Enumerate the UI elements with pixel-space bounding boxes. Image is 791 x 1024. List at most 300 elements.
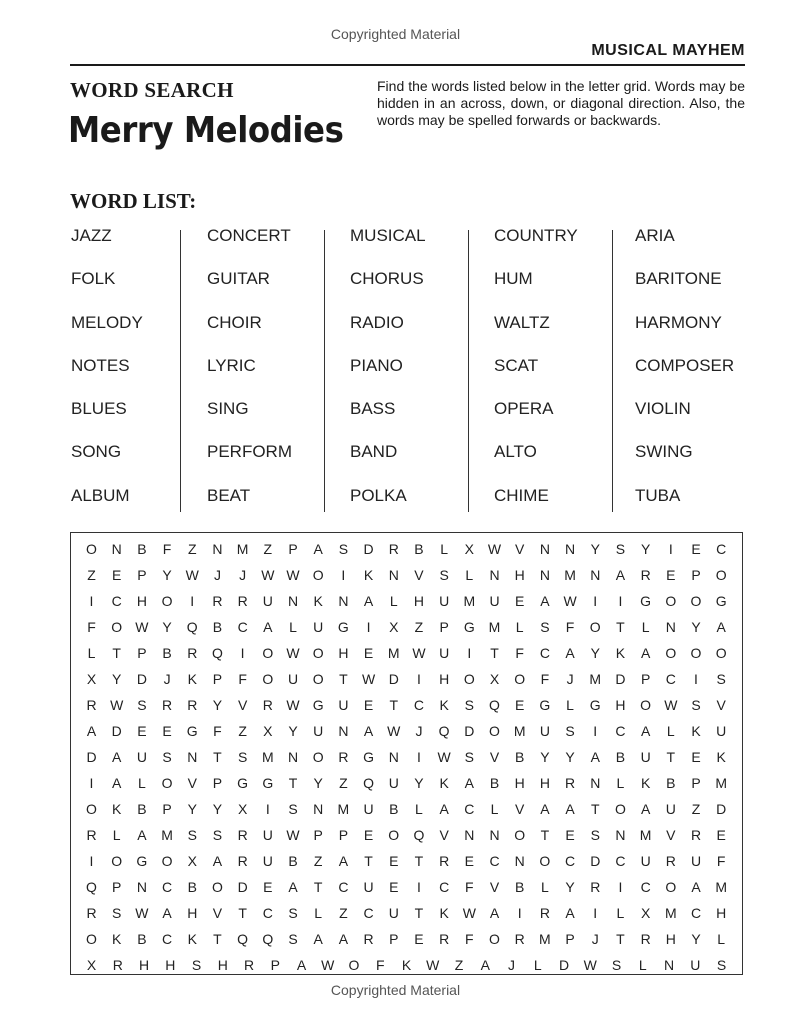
- grid-letter: H: [514, 775, 525, 791]
- grid-letter: I: [89, 593, 94, 609]
- grid-letter: G: [237, 775, 249, 791]
- grid-letter: U: [363, 879, 374, 895]
- grid-letter: V: [237, 697, 248, 713]
- grid-letter: X: [640, 905, 651, 921]
- grid-letter: N: [338, 593, 349, 609]
- grid-letter: A: [363, 723, 374, 739]
- grid-letter: U: [489, 593, 500, 609]
- grid-letter: R: [112, 957, 123, 973]
- grid-letter: D: [388, 671, 399, 687]
- grid-letter: W: [487, 541, 502, 557]
- grid-letter: O: [86, 931, 97, 947]
- grid-letter: V: [515, 541, 525, 557]
- grid-letter: W: [412, 645, 426, 661]
- grid-letter: N: [287, 593, 299, 609]
- grid-letter: H: [217, 957, 228, 973]
- word-list-item: TUBA: [635, 485, 681, 505]
- grid-letter: I: [668, 541, 673, 557]
- grid-letter: R: [388, 541, 399, 557]
- grid-letter: D: [237, 879, 248, 895]
- grid-letter: A: [162, 905, 172, 921]
- grid-letter: D: [464, 723, 475, 739]
- grid-letter: A: [480, 957, 490, 973]
- grid-letter: Y: [540, 749, 550, 765]
- grid-letter: P: [112, 879, 122, 895]
- grid-letter: O: [111, 619, 123, 635]
- grid-letter: U: [690, 957, 701, 973]
- grid-letter: P: [565, 931, 575, 947]
- word-list-item: SING: [207, 399, 249, 419]
- grid-letter: R: [539, 905, 550, 921]
- grid-letter: W: [286, 827, 300, 843]
- grid-letter: Q: [262, 931, 274, 947]
- grid-letter: X: [187, 853, 197, 869]
- grid-letter: M: [664, 905, 677, 921]
- grid-letter: W: [261, 567, 275, 583]
- grid-letter: X: [464, 541, 474, 557]
- grid-letter: P: [137, 645, 147, 661]
- grid-letter: I: [190, 593, 195, 609]
- grid-row: [79, 900, 734, 926]
- grid-letter: O: [211, 879, 223, 895]
- grid-letter: B: [137, 541, 147, 557]
- grid-letter: N: [464, 827, 475, 843]
- grid-letter: J: [566, 671, 574, 687]
- grid-letter: K: [439, 697, 449, 713]
- grid-letter: P: [162, 801, 172, 817]
- grid-row: [79, 536, 734, 562]
- grid-letter: O: [388, 827, 400, 843]
- word-search-label: WORD SEARCH: [70, 78, 234, 102]
- grid-letter: R: [162, 697, 173, 713]
- grid-letter: U: [262, 593, 273, 609]
- grid-letter: N: [287, 749, 299, 765]
- grid-letter: U: [338, 697, 349, 713]
- grid-letter: N: [212, 541, 223, 557]
- grid-letter: C: [489, 853, 500, 869]
- grid-letter: M: [639, 827, 652, 843]
- grid-letter: N: [665, 619, 676, 635]
- grid-letter: G: [539, 697, 551, 713]
- grid-letter: O: [348, 957, 360, 973]
- grid-letter: U: [136, 749, 147, 765]
- grid-letter: K: [187, 671, 197, 687]
- grid-letter: B: [489, 775, 500, 791]
- grid-letter: P: [270, 957, 280, 973]
- grid-letter: M: [715, 775, 728, 791]
- word-list-item: MELODY: [71, 312, 143, 332]
- grid-letter: P: [389, 931, 399, 947]
- grid-letter: N: [514, 853, 525, 869]
- grid-letter: R: [187, 697, 198, 713]
- grid-letter: C: [162, 931, 173, 947]
- grid-letter: Q: [186, 619, 198, 635]
- grid-letter: R: [237, 593, 248, 609]
- grid-letter: D: [558, 957, 570, 973]
- grid-letter: R: [640, 567, 651, 583]
- grid-letter: H: [413, 593, 424, 609]
- grid-letter: L: [87, 645, 96, 661]
- grid-row: [79, 562, 734, 588]
- grid-letter: O: [514, 671, 526, 687]
- grid-letter: B: [389, 801, 399, 817]
- grid-letter: E: [363, 827, 374, 843]
- grid-letter: O: [640, 697, 652, 713]
- grid-letter: L: [465, 567, 474, 583]
- grid-letter: F: [238, 671, 247, 687]
- grid-letter: B: [162, 645, 172, 661]
- word-list-item: ALTO: [494, 442, 537, 462]
- grid-letter: M: [488, 619, 501, 635]
- grid-letter: L: [616, 905, 625, 921]
- grid-letter: W: [321, 957, 335, 973]
- grid-letter: D: [363, 541, 374, 557]
- grid-letter: P: [288, 541, 298, 557]
- grid-letter: S: [338, 541, 349, 557]
- grid-letter: J: [163, 671, 171, 687]
- grid-letter: A: [137, 827, 147, 843]
- grid-letter: V: [515, 801, 525, 817]
- grid-letter: S: [237, 749, 248, 765]
- grid-row: [79, 692, 734, 718]
- grid-letter: C: [363, 905, 374, 921]
- grid-letter: J: [213, 567, 221, 583]
- grid-letter: H: [338, 645, 349, 661]
- grid-letter: L: [638, 957, 647, 973]
- grid-letter: U: [439, 645, 450, 661]
- grid-letter: N: [565, 541, 576, 557]
- word-list-item: SONG: [71, 442, 122, 462]
- grid-letter: B: [666, 775, 676, 791]
- grid-letter: Z: [238, 723, 247, 739]
- grid-letter: K: [615, 645, 626, 661]
- grid-letter: U: [287, 671, 299, 687]
- grid-letter: Z: [339, 775, 348, 791]
- word-list-item: BASS: [350, 399, 396, 419]
- grid-letter: T: [313, 879, 323, 895]
- grid-letter: A: [565, 645, 575, 661]
- grid-letter: U: [363, 801, 374, 817]
- grid-letter: F: [465, 879, 474, 895]
- grid-letter: U: [539, 723, 550, 739]
- grid-letter: O: [614, 801, 626, 817]
- grid-letter: Y: [313, 775, 323, 791]
- grid-letter: O: [665, 593, 677, 609]
- grid-letter: M: [589, 671, 602, 687]
- grid-letter: X: [489, 671, 500, 687]
- grid-letter: C: [539, 645, 550, 661]
- word-list-item: ARIA: [635, 226, 675, 245]
- grid-letter: R: [86, 827, 97, 843]
- grid-letter: A: [590, 749, 600, 765]
- column-divider: [324, 230, 325, 512]
- grid-letter: O: [86, 541, 97, 557]
- word-list-item: HUM: [494, 269, 533, 289]
- column-divider: [612, 230, 613, 512]
- grid-letter: A: [464, 775, 474, 791]
- grid-letter: O: [715, 567, 727, 583]
- grid-letter: T: [414, 853, 424, 869]
- grid-letter: Y: [691, 931, 701, 947]
- grid-letter: E: [414, 931, 424, 947]
- grid-letter: K: [313, 593, 323, 609]
- grid-letter: S: [611, 957, 622, 973]
- word-list-column: [71, 222, 211, 525]
- grid-letter: E: [666, 567, 676, 583]
- word-list-item: VIOLIN: [635, 399, 691, 419]
- grid-letter: I: [366, 619, 371, 635]
- letter-grid: [70, 532, 743, 975]
- grid-letter: U: [640, 749, 651, 765]
- grid-letter: C: [615, 723, 626, 739]
- grid-letter: V: [187, 775, 197, 791]
- grid-row: [79, 796, 734, 822]
- grid-letter: O: [312, 671, 324, 687]
- grid-letter: P: [439, 619, 449, 635]
- grid-letter: T: [540, 827, 550, 843]
- grid-letter: C: [716, 541, 727, 557]
- grid-letter: O: [489, 931, 500, 947]
- grid-letter: H: [615, 697, 626, 713]
- grid-letter: Q: [438, 723, 450, 739]
- grid-letter: B: [137, 801, 147, 817]
- grid-letter: A: [565, 801, 575, 817]
- grid-letter: O: [463, 671, 475, 687]
- copyright-notice-bottom: Copyrighted Material: [330, 982, 461, 998]
- grid-letter: F: [515, 645, 524, 661]
- grid-letter: A: [86, 723, 97, 739]
- grid-letter: G: [589, 697, 601, 713]
- grid-letter: P: [691, 775, 701, 791]
- grid-letter: C: [464, 801, 475, 817]
- grid-letter: M: [513, 723, 526, 739]
- grid-letter: T: [288, 775, 298, 791]
- grid-row: [79, 588, 734, 614]
- grid-letter: I: [618, 879, 623, 895]
- grid-letter: O: [665, 879, 677, 895]
- grid-letter: U: [313, 723, 324, 739]
- grid-letter: L: [540, 879, 549, 895]
- grid-letter: S: [288, 801, 298, 817]
- grid-letter: M: [715, 879, 728, 895]
- grid-letter: N: [338, 723, 349, 739]
- grid-letter: N: [313, 801, 324, 817]
- grid-row: [79, 640, 734, 666]
- grid-letter: I: [240, 645, 245, 661]
- grid-letter: O: [589, 619, 601, 635]
- grid-letter: L: [289, 619, 297, 635]
- grid-letter: O: [489, 723, 500, 739]
- grid-letter: B: [515, 749, 525, 765]
- grid-letter: L: [666, 723, 675, 739]
- grid-letter: L: [415, 801, 423, 817]
- grid-letter: P: [212, 775, 223, 791]
- grid-letter: P: [338, 827, 349, 843]
- grid-letter: H: [439, 671, 450, 687]
- grid-letter: L: [717, 931, 726, 947]
- grid-letter: R: [514, 931, 525, 947]
- grid-letter: S: [162, 749, 172, 765]
- grid-letter: C: [640, 879, 651, 895]
- word-list-column: [207, 222, 347, 525]
- grid-letter: M: [236, 541, 249, 557]
- word-list-item: CHORUS: [350, 269, 424, 289]
- grid-letter: E: [363, 645, 374, 661]
- grid-letter: L: [566, 697, 574, 713]
- grid-letter: S: [464, 749, 474, 765]
- grid-letter: K: [439, 905, 449, 921]
- word-list-item: BLUES: [71, 399, 127, 419]
- grid-letter: I: [467, 645, 472, 661]
- grid-letter: I: [416, 879, 421, 895]
- grid-row: [79, 770, 734, 796]
- word-list-item: CONCERT: [207, 226, 291, 245]
- grid-letter: E: [112, 567, 122, 583]
- column-divider: [180, 230, 181, 512]
- copyright-notice-top: Copyrighted Material: [330, 26, 461, 42]
- grid-letter: F: [565, 619, 575, 635]
- grid-letter: J: [239, 567, 247, 583]
- grid-letter: Q: [363, 775, 374, 791]
- grid-letter: S: [716, 671, 726, 687]
- grid-letter: K: [439, 775, 449, 791]
- grid-letter: W: [387, 723, 401, 739]
- grid-letter: W: [286, 567, 300, 583]
- grid-letter: A: [640, 723, 651, 739]
- grid-letter: Q: [86, 879, 97, 895]
- grid-letter: O: [161, 775, 173, 791]
- word-list-item: GUITAR: [207, 269, 270, 289]
- grid-letter: K: [112, 931, 122, 947]
- grid-row: [79, 666, 734, 692]
- grid-letter: G: [312, 697, 324, 713]
- grid-letter: D: [86, 749, 97, 765]
- grid-letter: A: [212, 853, 223, 869]
- grid-letter: Y: [162, 567, 172, 583]
- grid-letter: O: [514, 827, 526, 843]
- grid-letter: N: [136, 879, 147, 895]
- grid-letter: A: [691, 879, 701, 895]
- grid-letter: U: [665, 801, 676, 817]
- grid-letter: N: [388, 567, 399, 583]
- grid-row: [79, 822, 734, 848]
- grid-letter: L: [490, 801, 499, 817]
- word-list-item: CHIME: [494, 485, 549, 505]
- grid-row: [79, 718, 734, 744]
- grid-letter: L: [314, 905, 323, 921]
- grid-letter: V: [489, 879, 500, 895]
- grid-letter: T: [213, 749, 222, 765]
- grid-letter: E: [691, 541, 701, 557]
- grid-letter: L: [440, 541, 449, 557]
- grid-letter: W: [286, 697, 300, 713]
- grid-letter: Y: [565, 879, 575, 895]
- word-list-column: [494, 222, 634, 525]
- grid-letter: K: [691, 723, 701, 739]
- grid-letter: Z: [313, 853, 323, 869]
- grid-letter: O: [262, 645, 274, 661]
- grid-letter: C: [413, 697, 424, 713]
- grid-letter: I: [593, 723, 598, 739]
- grid-letter: D: [136, 671, 147, 687]
- grid-letter: N: [539, 541, 550, 557]
- grid-letter: K: [640, 775, 651, 791]
- grid-letter: E: [464, 853, 474, 869]
- grid-letter: R: [363, 931, 374, 947]
- grid-row: [79, 614, 734, 640]
- grid-letter: S: [439, 567, 449, 583]
- grid-letter: Y: [565, 749, 575, 765]
- grid-letter: T: [414, 905, 424, 921]
- grid-letter: L: [616, 775, 625, 791]
- grid-letter: Y: [590, 645, 600, 661]
- grid-letter: C: [690, 905, 702, 921]
- grid-letter: H: [665, 931, 676, 947]
- grid-letter: Q: [413, 827, 425, 843]
- grid-letter: K: [401, 957, 412, 973]
- grid-letter: Y: [590, 541, 600, 557]
- grid-letter: W: [664, 697, 678, 713]
- grid-letter: L: [389, 593, 398, 609]
- grid-row: [79, 874, 734, 900]
- grid-letter: G: [136, 853, 148, 869]
- grid-letter: A: [489, 905, 500, 921]
- grid-letter: A: [363, 593, 374, 609]
- grid-letter: E: [515, 593, 525, 609]
- grid-letter: O: [312, 749, 324, 765]
- grid-letter: V: [716, 697, 726, 713]
- grid-letter: A: [615, 567, 626, 583]
- grid-letter: A: [439, 801, 449, 817]
- grid-letter: N: [539, 567, 550, 583]
- grid-letter: S: [540, 619, 550, 635]
- grid-letter: R: [212, 593, 223, 609]
- grid-letter: U: [439, 593, 450, 609]
- grid-letter: T: [616, 931, 625, 947]
- grid-letter: O: [690, 645, 702, 661]
- grid-letter: G: [363, 749, 374, 765]
- grid-letter: F: [162, 541, 172, 557]
- grid-letter: O: [539, 853, 551, 869]
- column-divider: [468, 230, 469, 512]
- grid-letter: I: [265, 801, 270, 817]
- grid-letter: S: [212, 827, 223, 843]
- grid-letter: A: [338, 931, 349, 947]
- grid-letter: G: [715, 593, 727, 609]
- grid-letter: T: [339, 671, 348, 687]
- grid-letter: H: [514, 567, 525, 583]
- word-list-item: BAND: [350, 442, 398, 462]
- grid-letter: U: [388, 775, 399, 791]
- grid-letter: G: [262, 775, 274, 791]
- grid-letter: F: [540, 671, 550, 687]
- grid-letter: W: [583, 957, 597, 973]
- grid-letter: C: [338, 879, 349, 895]
- grid-letter: A: [540, 593, 550, 609]
- grid-letter: D: [590, 853, 601, 869]
- grid-letter: V: [439, 827, 449, 843]
- word-list-item: LYRIC: [207, 355, 256, 375]
- grid-letter: K: [187, 931, 197, 947]
- word-list-item: PERFORM: [207, 442, 292, 462]
- grid-letter: R: [439, 853, 450, 869]
- grid-letter: F: [213, 723, 222, 739]
- grid-letter: C: [162, 879, 173, 895]
- grid-letter: W: [437, 749, 451, 765]
- grid-letter: R: [640, 931, 651, 947]
- grid-letter: F: [465, 931, 474, 947]
- grid-letter: M: [463, 593, 476, 609]
